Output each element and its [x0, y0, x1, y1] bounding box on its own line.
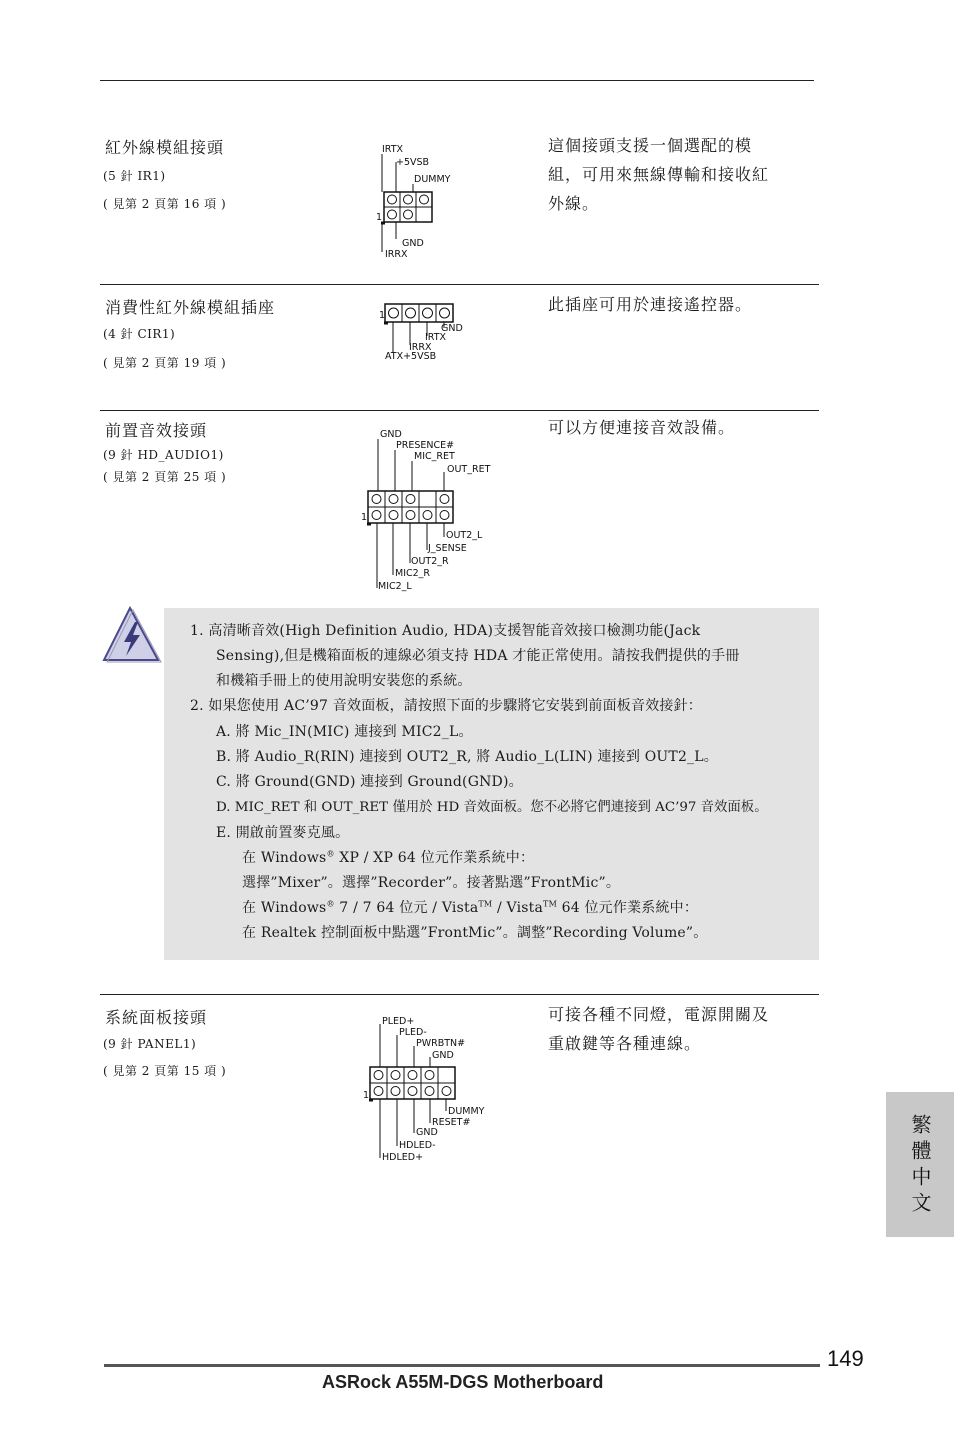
note-step-e-1: 在 Windows® XP / XP 64 位元作業系統中： — [242, 849, 535, 866]
section-description: 可接各種不同燈，電源開關及 重啟鍵等各種連線。 — [548, 1005, 770, 1053]
pin-label: DUMMY — [448, 1106, 485, 1117]
note-2: 2. 如果您使用 AC’97 音效面板，請按照下面的步驟將它安裝到前面板音效接針： — [190, 698, 702, 714]
pin-label: GND — [380, 429, 402, 440]
section-pin-info: (9 針 PANEL1) — [103, 1037, 197, 1051]
pin-label: OUT2_R — [411, 556, 449, 567]
pin-label: GND — [441, 323, 463, 334]
section-divider — [100, 284, 819, 285]
pin-label: HDLED- — [399, 1140, 436, 1151]
pin-one-marker: 1 — [361, 512, 368, 523]
section-title: 系統面板接頭 — [105, 1008, 208, 1027]
pin-label: IRTX — [425, 332, 447, 343]
pin-label: HDLED+ — [382, 1152, 424, 1163]
note-step-e-3: 在 Windows® 7 / 7 64 位元 / Vista™ / Vista™ 64 位元作業系統中： — [242, 899, 699, 916]
language-tab-label: 繁體中文 — [908, 1114, 932, 1218]
note-step-c: C. 將 Ground(GND) 連接到 Ground(GND)。 — [216, 774, 523, 790]
page-number: 149 — [827, 1346, 864, 1371]
note-1-cont: 和機箱手冊上的使用說明安裝您的系統。 — [216, 673, 472, 689]
note-step-e-4: 在 Realtek 控制面板中點選”FrontMic”。調整”Recording Volume”。 — [242, 925, 708, 941]
pin-label: PRESENCE# — [396, 440, 455, 451]
pin-one-marker: 1 — [376, 212, 383, 223]
section-title: 紅外線模組接頭 — [105, 138, 225, 157]
pin-label: RESET# — [432, 1117, 471, 1128]
section-description: 這個接頭支援一個選配的模 組，可用來無線傳輸和接收紅 外線。 — [548, 136, 770, 213]
note-1-cont: Sensing),但是機箱面板的連線必須支持 HDA 才能正常使用。請按我們提供的手冊 — [216, 648, 740, 664]
note-step-b: B. 將 Audio_R(RIN) 連接到 OUT2_R, 將 Audio_L(LIN) 連接到 OUT2_L。 — [216, 749, 718, 765]
pin-label: GND — [432, 1050, 454, 1061]
pin-label: J_SENSE — [428, 543, 467, 554]
note-step-a: A. 將 Mic_IN(MIC) 連接到 MIC2_L。 — [216, 724, 473, 740]
pin-label: GND — [402, 238, 424, 249]
section-description: 此插座可用於連接遙控器。 — [548, 295, 753, 314]
note-step-d: D. MIC_RET 和 OUT_RET 僅用於 HD 音效面板。您不必將它們連接到 AC’97 音效面板。 — [216, 800, 768, 815]
pin-label: MIC2_L — [378, 581, 412, 592]
pin-label: ATX+5VSB — [385, 351, 437, 362]
footer-title: ASRock A55M-DGS Motherboard — [322, 1372, 604, 1392]
section-title: 消費性紅外線模組插座 — [105, 298, 276, 317]
pin-label: GND — [416, 1127, 438, 1138]
cir-header-diagram — [375, 300, 475, 365]
section-title: 前置音效接頭 — [105, 421, 208, 440]
note-step-e-2: 選擇”Mixer”。選擇”Recorder”。接著點選”FrontMic”。 — [242, 875, 621, 891]
footer-rule — [104, 1364, 820, 1367]
section-page-ref: ( 見第 2 頁第 16 項 ) — [103, 197, 227, 211]
section-page-ref: ( 見第 2 頁第 15 項 ) — [103, 1064, 227, 1078]
section-pin-info: (4 針 CIR1) — [103, 327, 176, 341]
pin-one-marker: 1 — [379, 310, 386, 321]
pin-label: MIC_RET — [414, 451, 455, 462]
section-page-ref: ( 見第 2 頁第 25 項 ) — [103, 470, 227, 484]
section-pin-info: (5 針 IR1) — [103, 169, 166, 183]
pin-label: DUMMY — [414, 174, 451, 185]
pin-label: IRTX — [382, 144, 404, 155]
pin-label: IRRX — [385, 249, 408, 260]
audio-header-diagram — [358, 425, 498, 597]
pin-label: +5VSB — [396, 157, 430, 168]
notes-box — [164, 608, 819, 960]
pin-label: PLED- — [399, 1027, 427, 1038]
pin-label: OUT_RET — [447, 464, 491, 475]
section-page-ref: ( 見第 2 頁第 19 項 ) — [103, 356, 227, 370]
top-rule — [100, 80, 814, 81]
pin-label: IRRX — [409, 342, 432, 353]
section-divider — [100, 994, 819, 995]
pin-label: MIC2_R — [395, 568, 431, 579]
section-divider — [100, 410, 819, 411]
note-step-e: E. 開啟前置麥克風。 — [216, 825, 350, 841]
section-pin-info: (9 針 HD_AUDIO1) — [103, 448, 224, 462]
note-1: 1. 高清晰音效(High Definition Audio, HDA)支援智能音效接口檢測功能(Jack — [190, 623, 701, 639]
ir-header-diagram — [370, 140, 470, 265]
pin-label: PWRBTN# — [416, 1038, 466, 1049]
warning-icon — [100, 602, 164, 666]
pin-label: OUT2_L — [446, 530, 483, 541]
pin-one-marker: 1 — [363, 1090, 370, 1101]
panel-header-diagram — [360, 1010, 500, 1165]
pin-label: PLED+ — [382, 1016, 415, 1027]
section-description: 可以方便連接音效設備。 — [548, 418, 736, 437]
language-tab — [886, 1092, 954, 1237]
